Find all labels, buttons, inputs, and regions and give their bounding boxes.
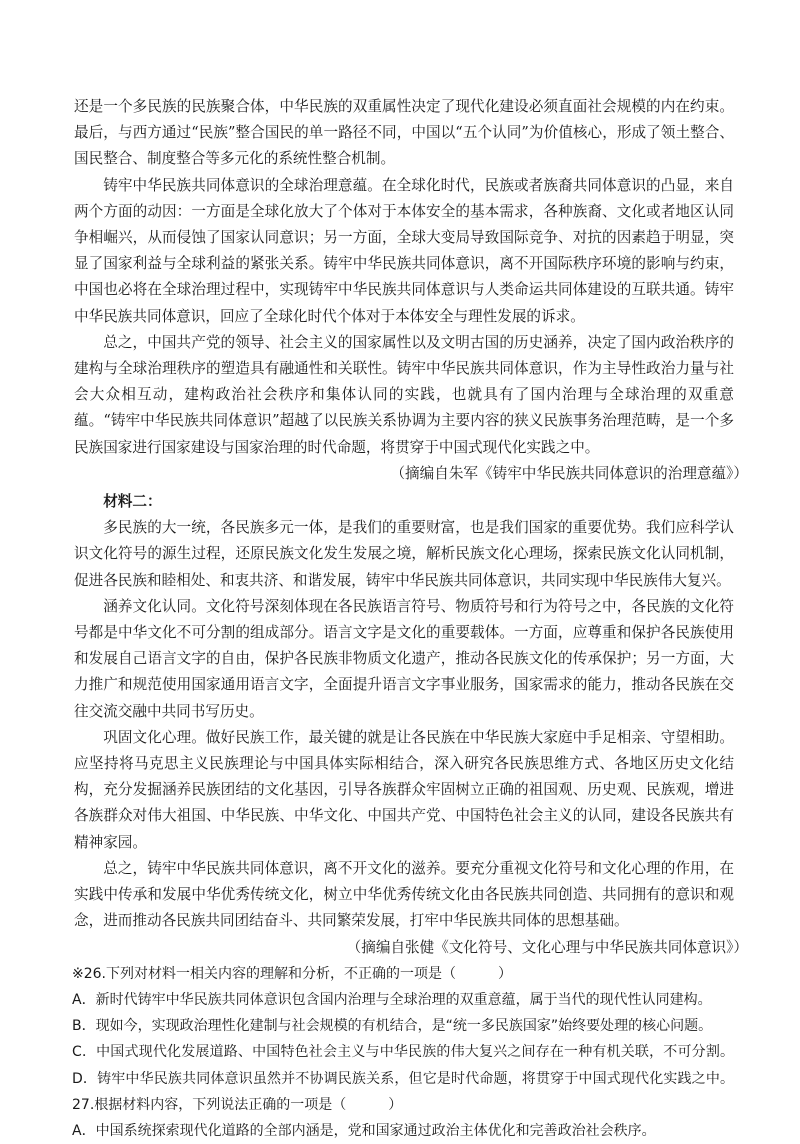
paragraph-2: 铸牢中华民族共同体意识的全球治理意蕴。在全球化时代，民族或者族裔共同体意识的凸显，来自两个方面的动因：一方面是全球化放大了个体对于本体安全的基本需求，各种族裔、文化或者地区认同争相崛兴，从而侵蚀了国家认同意识；另一方面，全球大变局导致国际竞争、对抗的因素趋于明显，突显了国家利益与全球利益的紧张关系。铸牢中华民族共同体意识，离不开国际秩序环境的影响与约束，中国也必将在全球治理过程中，实现铸牢中华民族共同体意识与人类命运共同体建设的互联共通。铸牢中华民族共同体意识，回应了全球化时代个体对于本体安全与理性发展的诉求。 [74,176,734,325]
material-2-heading: 材料二： [103,493,162,511]
question-26-option-b: B．现如今，实现政治理性化建制与社会规模的有机结合，是“统一多民族国家”始终要处理的核心问题。 [72,1018,713,1035]
paragraph-6: 巩固文化心理。做好民族工作，最关键的就是让各民族在中华民族大家庭中手足相亲、守望相助。应坚持将马克思主义民族理论与中国具体实际相结合，深入研究各民族思维方式、各地区历史文化结构，充分发掘涵养民族团结的文化基因，引导各族群众牢固树立正确的祖国观、历史观、民族观，增进各族群众对伟大祖国、中华民族、中华文化、中国共产党、中国特色社会主义的认同，建设各民族共有精神家园。 [74,728,734,851]
paragraph-5: 涵养文化认同。文化符号深刻体现在各民族语言符号、物质符号和行为符号之中，各民族的文化符号都是中华文化不可分割的组成部分。语言文字是文化的重要载体。一方面，应尊重和保护各民族使用和发展自己语言文字的自由，保护各民族非物质文化遗产，推动各民族文化的传承保护；另一方面，大力推广和规范使用国家通用语言文字，全面提升语言文字事业服务，国家需求的能力，推动各民族在交往交流交融中共同书写历史。 [74,597,734,720]
document-body [72,94,748,1144]
question-26-option-c-d-question-27: C．中国式现代化发展道路、中国特色社会主义与中华民族的伟大复兴之间存在一种有机关联，不可分割。D．铸牢中华民族共同体意识虽然并不协调民族关系，但它是时代命题，将贯穿于中国式现代化实践之中。27.根据材料内容，下列说法正确的一项是（ ） [72,1044,734,1113]
question-26-option-a: A．新时代铸牢中华民族共同体意识包含国内治理与全球治理的双重意蕴，属于当代的现代性认同建构。 [72,991,712,1008]
source-citation-2: （摘编自张健《文化符号、文化心理与中华民族共同体意识》） [346,938,748,956]
paragraph-4: 多民族的大一统，各民族多元一体，是我们的重要财富，也是我们国家的重要优势。我们应科学认识文化符号的源生过程，还原民族文化发生发展之境，解析民族文化心理场，探索民族文化认同机制，促进各民族和睦相处、和衷共济、和谐发展，铸牢中华民族共同体意识，共同实现中华民族伟大复兴。 [74,519,734,589]
paragraph-3: 总之，中国共产党的领导、社会主义的国家属性以及文明古国的历史涵养，决定了国内政治秩序的建构与全球治理秩序的塑造具有融通性和关联性。铸牢中华民族共同体意识，作为主导性政治力量与社会大众相互动，建构政治社会秩序和集体认同的实践，也就具有了国内治理与全球治理的双重意蕴。“铸牢中华民族共同体意识”超越了以民族关系协调为主要内容的狭义民族事务治理范畴，是一个多民族国家进行国家建设与国家治理的时代命题，将贯穿于中国式现代化实践之中。 [74,333,734,456]
source-citation-1: （摘编自朱军《铸牢中华民族共同体意识的治理意蕴》） [390,464,748,482]
question-27-option-a: A．中国系统探索现代化道路的全部内涵是，党和国家通过政治主体优化和完善政治社会秩序。 [72,1122,656,1139]
paragraph-7: 总之，铸牢中华民族共同体意识，离不开文化的滋养。要充分重视文化符号和文化心理的作用，在实践中传承和发展中华优秀传统文化，树立中华优秀传统文化由各民族共同创造、共同拥有的意识和观念，进而推动各民族共同团结奋斗、共同繁荣发展，打牢中华民族共同体的思想基础。 [74,859,734,930]
question-26: ※26.下列对材料一相关内容的理解和分析，不正确的一项是（ ） [72,965,512,982]
paragraph-1: 还是一个多民族的民族聚合体，中华民族的双重属性决定了现代化建设必须直面社会规模的内在约束。最后，与西方通过“民族”整合国民的单一路径不同，中国以“五个认同”为价值核心，形成了领土整合、国民整合、制度整合等多元化的系统性整合机制。 [74,98,734,168]
